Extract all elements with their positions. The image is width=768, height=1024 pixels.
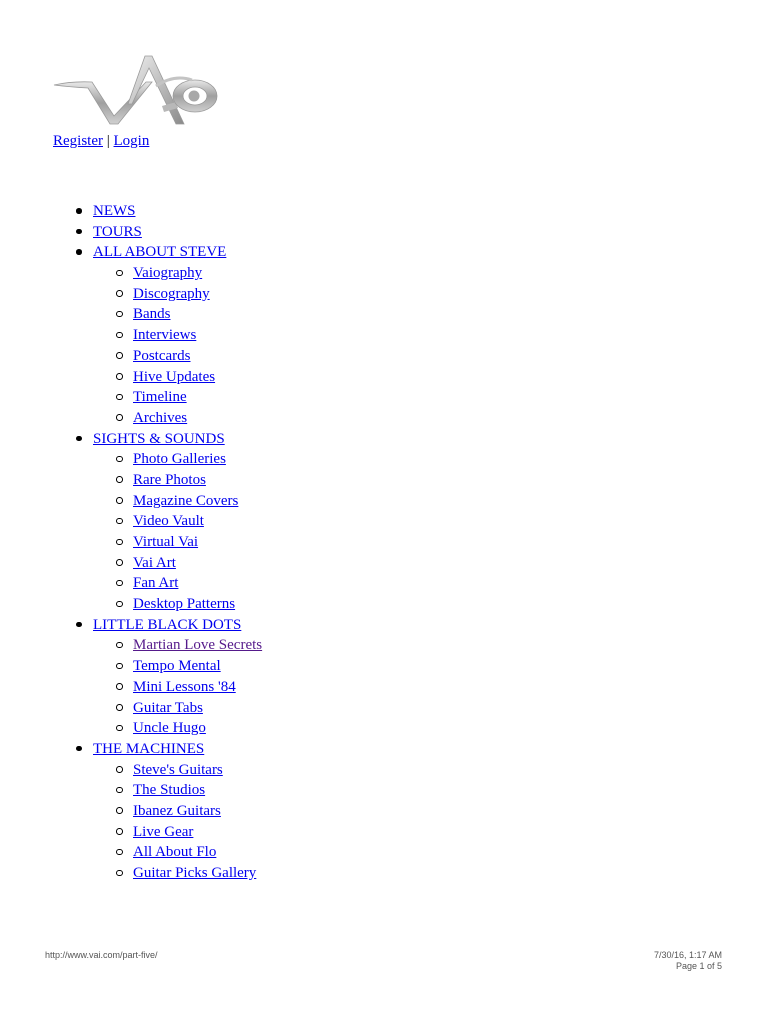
submenu-link-martian-love-secrets[interactable]: Martian Love Secrets (133, 637, 263, 654)
submenu-item (93, 553, 262, 574)
submenu-link-magazine-covers[interactable]: Magazine Covers (133, 492, 239, 509)
nav-item-news (53, 201, 262, 222)
vai-logo[interactable] (52, 54, 220, 130)
submenu-item (93, 760, 262, 781)
vai-logo-icon (52, 54, 220, 130)
submenu-item (93, 698, 262, 719)
submenu-the-machines (93, 760, 262, 884)
print-footer-meta (654, 950, 722, 972)
login-link[interactable]: Login (113, 133, 150, 149)
submenu-link-ibanez-guitars[interactable]: Ibanez Guitars (133, 802, 221, 819)
register-link[interactable]: Register (53, 133, 103, 149)
auth-separator: | (106, 133, 110, 149)
submenu-link-archives[interactable]: Archives (133, 409, 188, 426)
submenu-link-virtual-vai[interactable]: Virtual Vai (133, 534, 199, 550)
submenu-item (93, 367, 262, 388)
submenu-item (93, 842, 262, 863)
submenu-item (93, 408, 262, 429)
submenu-item (93, 470, 262, 491)
submenu-item (93, 532, 262, 553)
submenu-link-all-about-flo[interactable]: All About Flo (133, 844, 217, 861)
submenu-item (93, 511, 262, 532)
print-footer-datetime: 7/30/16, 1:17 AM (653, 950, 722, 960)
nav-item-the-machines (53, 739, 262, 884)
submenu-link-mini-lessons-84[interactable]: Mini Lessons '84 (133, 678, 236, 695)
submenu-item (93, 491, 262, 512)
nav-link-tours[interactable]: TOURS (93, 223, 142, 240)
submenu-link-video-vault[interactable]: Video Vault (133, 513, 204, 530)
submenu-link-discography[interactable]: Discography (133, 285, 210, 302)
print-footer-page-number: Page 1 of 5 (675, 961, 722, 971)
submenu-link-live-gear[interactable]: Live Gear (133, 823, 194, 840)
nav-item-tours (53, 222, 262, 243)
submenu-link-fan-art[interactable]: Fan Art (133, 575, 179, 592)
submenu-item (93, 718, 262, 739)
nav-item-sights-sounds (53, 429, 262, 615)
submenu-link-guitar-tabs[interactable]: Guitar Tabs (133, 699, 203, 716)
submenu-item (93, 387, 262, 408)
submenu-item (93, 573, 262, 594)
auth-links (53, 131, 149, 152)
submenu-item (93, 594, 262, 615)
submenu-link-postcards[interactable]: Postcards (133, 347, 191, 364)
submenu-link-steves-guitars[interactable]: Steve's Guitars (133, 761, 223, 778)
submenu-link-vai-art[interactable]: Vai Art (133, 554, 176, 571)
submenu-item (93, 822, 262, 843)
submenu-item (93, 449, 262, 470)
submenu-item (93, 801, 262, 822)
submenu-all-about-steve (93, 263, 262, 429)
nav-link-the-machines[interactable]: THE MACHINES (93, 740, 205, 757)
submenu-link-rare-photos[interactable]: Rare Photos (133, 471, 206, 488)
submenu-link-timeline[interactable]: Timeline (133, 389, 187, 406)
submenu-item (93, 656, 262, 677)
nav-item-little-black-dots (53, 615, 262, 739)
submenu-sights-sounds (93, 449, 262, 615)
submenu-little-black-dots (93, 635, 262, 738)
submenu-link-tempo-mental[interactable]: Tempo Mental (133, 658, 221, 675)
submenu-item (93, 863, 262, 884)
submenu-link-hive-updates[interactable]: Hive Updates (133, 368, 216, 385)
submenu-item (93, 284, 262, 305)
submenu-link-vaiography[interactable]: Vaiography (133, 265, 203, 282)
print-footer-url: http://www.vai.com/part-five/ (45, 950, 158, 960)
submenu-link-photo-galleries[interactable]: Photo Galleries (133, 451, 226, 468)
submenu-link-the-studios[interactable]: The Studios (133, 782, 206, 799)
nav-item-all-about-steve (53, 242, 262, 428)
nav-link-sights-sounds[interactable]: SIGHTS & SOUNDS (93, 430, 225, 447)
submenu-item (93, 635, 262, 656)
main-navigation (53, 201, 262, 884)
submenu-item (93, 263, 262, 284)
submenu-link-bands[interactable]: Bands (133, 306, 171, 323)
submenu-link-interviews[interactable]: Interviews (133, 327, 197, 344)
submenu-item (93, 780, 262, 801)
submenu-link-desktop-patterns[interactable]: Desktop Patterns (133, 596, 236, 613)
nav-link-news[interactable]: NEWS (93, 203, 136, 219)
submenu-link-uncle-hugo[interactable]: Uncle Hugo (133, 720, 206, 737)
nav-link-all-about-steve[interactable]: ALL ABOUT STEVE (93, 244, 227, 261)
submenu-item (93, 677, 262, 698)
submenu-item (93, 325, 262, 346)
submenu-item (93, 304, 262, 325)
submenu-item (93, 346, 262, 367)
nav-link-little-black-dots[interactable]: LITTLE BLACK DOTS (93, 616, 242, 633)
submenu-link-guitar-picks-gallery[interactable]: Guitar Picks Gallery (133, 865, 257, 881)
